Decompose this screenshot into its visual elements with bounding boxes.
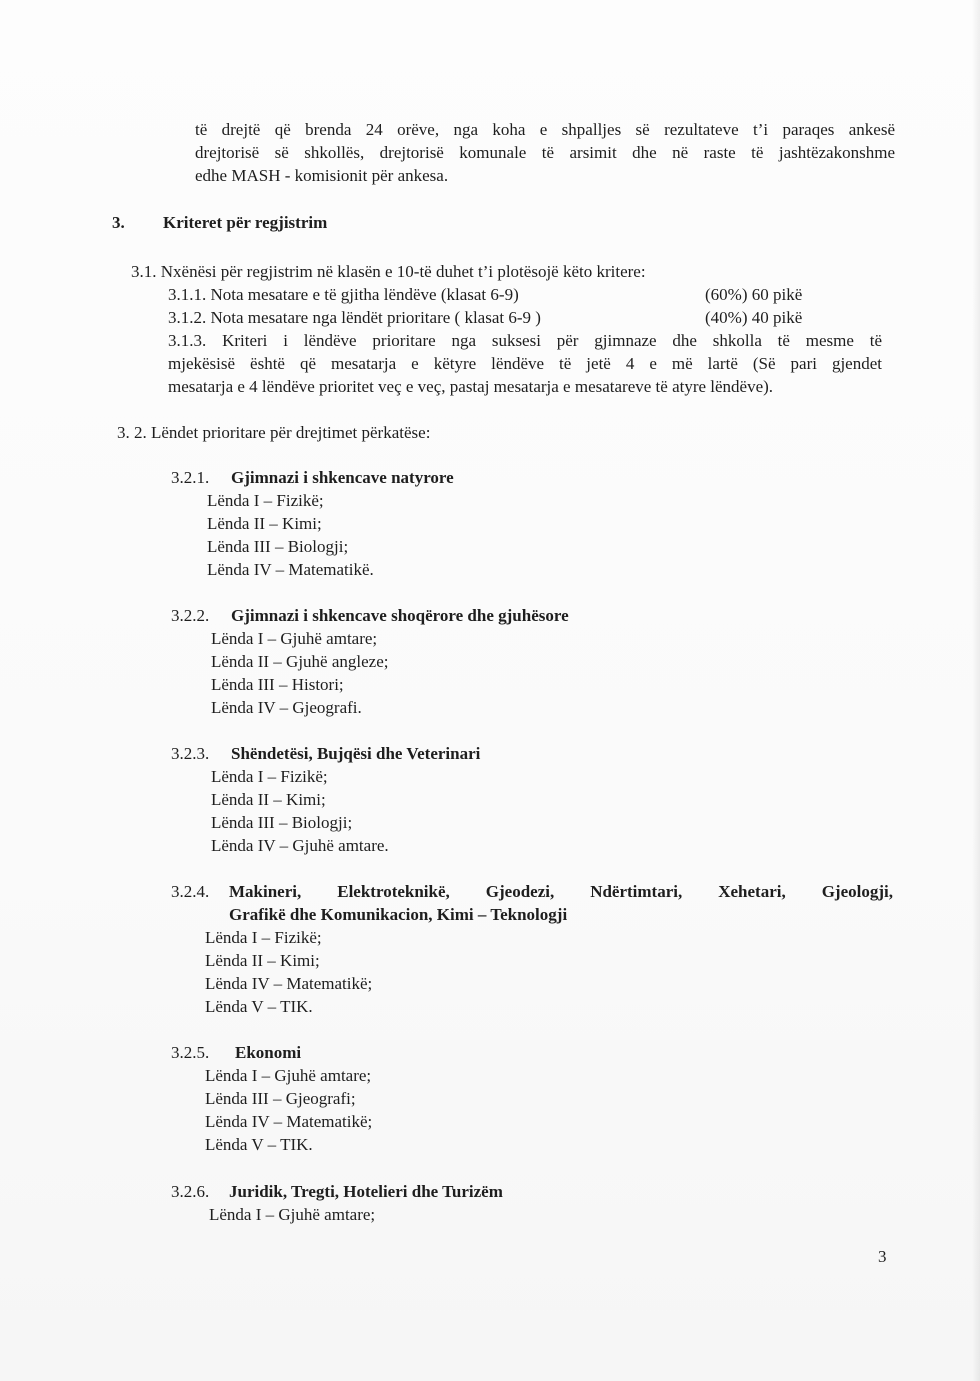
subject-item: Lënda V – TIK. — [205, 997, 313, 1016]
criterion-3-1-3 — [168, 329, 882, 398]
group-title-line: Grafikë dhe Komunikacion, Kimi – Teknologji — [229, 905, 568, 924]
group-heading-3-2-4 — [229, 880, 893, 926]
criterion-3-1-2: 3.1.2. Nota mesatare nga lëndët prioritare ( klasat 6-9 ) — [168, 308, 541, 327]
group-title: Gjimnazi i shkencave natyrore — [231, 468, 454, 487]
subject-item: Lënda IV – Matematikë; — [205, 974, 373, 993]
page-number: 3 — [878, 1247, 887, 1266]
subject-item: Lënda III – Gjeografi; — [205, 1089, 356, 1108]
criteria-intro: 3.1. Nxënësi për regjistrim në klasën e 10-të duhet t’i plotësojë këto kritere: — [131, 262, 646, 281]
subject-item: Lënda III – Biologji; — [207, 537, 349, 556]
subject-item: Lënda I – Fizikë; — [211, 767, 328, 786]
subject-item: Lënda IV – Matematikë; — [205, 1112, 373, 1131]
subject-item: Lënda I – Fizikë; — [205, 928, 322, 947]
group-title-line: Makineri, Elektroteknikë, Gjeodezi, Ndërtimtari, Xehetari, Gjeologji, — [229, 882, 893, 901]
section-title: Kriteret për regjistrim — [163, 213, 328, 232]
subject-item: Lënda IV – Gjeografi. — [211, 698, 362, 717]
criterion-3-1-1: 3.1.1. Nota mesatare e të gjitha lëndëve (klasat 6-9) — [168, 285, 519, 304]
priority-subjects-heading: 3. 2. Lëndet prioritare për drejtimet përkatëse: — [117, 423, 431, 442]
subject-item: Lënda I – Gjuhë amtare; — [211, 629, 378, 648]
group-number: 3.2.4. — [171, 882, 210, 901]
section-number: 3. — [112, 213, 125, 232]
criterion-3-1-2-weight: (40%) 40 pikë — [705, 308, 803, 327]
subject-item: Lënda IV – Matematikë. — [207, 560, 374, 579]
intro-line: drejtorisë së shkollës, drejtorisë komunale të arsimit dhe në raste të jashtëzakonshme — [195, 143, 895, 162]
group-heading-3-2-1 — [171, 466, 454, 489]
page-edge-shadow — [972, 0, 980, 1381]
group-number: 3.2.5. — [171, 1043, 210, 1062]
subject-item: Lënda II – Gjuhë angleze; — [211, 652, 389, 671]
subject-item: Lënda I – Gjuhë amtare; — [209, 1205, 376, 1224]
subject-item: Lënda II – Kimi; — [207, 514, 322, 533]
criterion-3-1-3-line: mjekësisë është që mesatarja e këtyre lëndëve të jetë 4 e më lartë (Së pari gjendet — [168, 354, 882, 373]
intro-line: të drejtë që brenda 24 orëve, nga koha e shpalljes së rezultateve t’i paraqes ankesë — [195, 120, 895, 139]
group-title: Ekonomi — [235, 1043, 302, 1062]
criterion-3-1-1-weight: (60%) 60 pikë — [705, 285, 803, 304]
group-title: Juridik, Tregti, Hotelieri dhe Turizëm — [229, 1182, 503, 1201]
group-number: 3.2.3. — [171, 744, 210, 763]
group-title: Gjimnazi i shkencave shoqërore dhe gjuhësore — [231, 606, 569, 625]
group-heading-3-2-6 — [171, 1180, 503, 1203]
intro-paragraph — [195, 118, 895, 187]
group-number: 3.2.1. — [171, 468, 210, 487]
group-heading-3-2-5 — [171, 1041, 301, 1064]
subject-item: Lënda V – TIK. — [205, 1135, 313, 1154]
group-number: 3.2.6. — [171, 1182, 210, 1201]
criterion-3-1-3-line: 3.1.3. Kriteri i lëndëve prioritare nga suksesi për gjimnaze dhe shkolla të mesme të — [168, 331, 882, 350]
subject-item: Lënda II – Kimi; — [205, 951, 320, 970]
subject-item: Lënda I – Gjuhë amtare; — [205, 1066, 372, 1085]
subject-item: Lënda III – Biologji; — [211, 813, 353, 832]
subject-item: Lënda I – Fizikë; — [207, 491, 324, 510]
subject-item: Lënda III – Histori; — [211, 675, 344, 694]
subject-item: Lënda IV – Gjuhë amtare. — [211, 836, 389, 855]
group-heading-3-2-2 — [171, 604, 569, 627]
group-title: Shëndetësi, Bujqësi dhe Veterinari — [231, 744, 481, 763]
criterion-3-1-3-line: mesatarja e 4 lëndëve prioritet veç e veç, pastaj mesatarja e mesatareve të atyre lëndëve). — [168, 377, 774, 396]
group-heading-3-2-3 — [171, 742, 480, 765]
subject-item: Lënda II – Kimi; — [211, 790, 326, 809]
intro-line: edhe MASH - komisionit për ankesa. — [195, 166, 449, 185]
group-number: 3.2.2. — [171, 606, 210, 625]
